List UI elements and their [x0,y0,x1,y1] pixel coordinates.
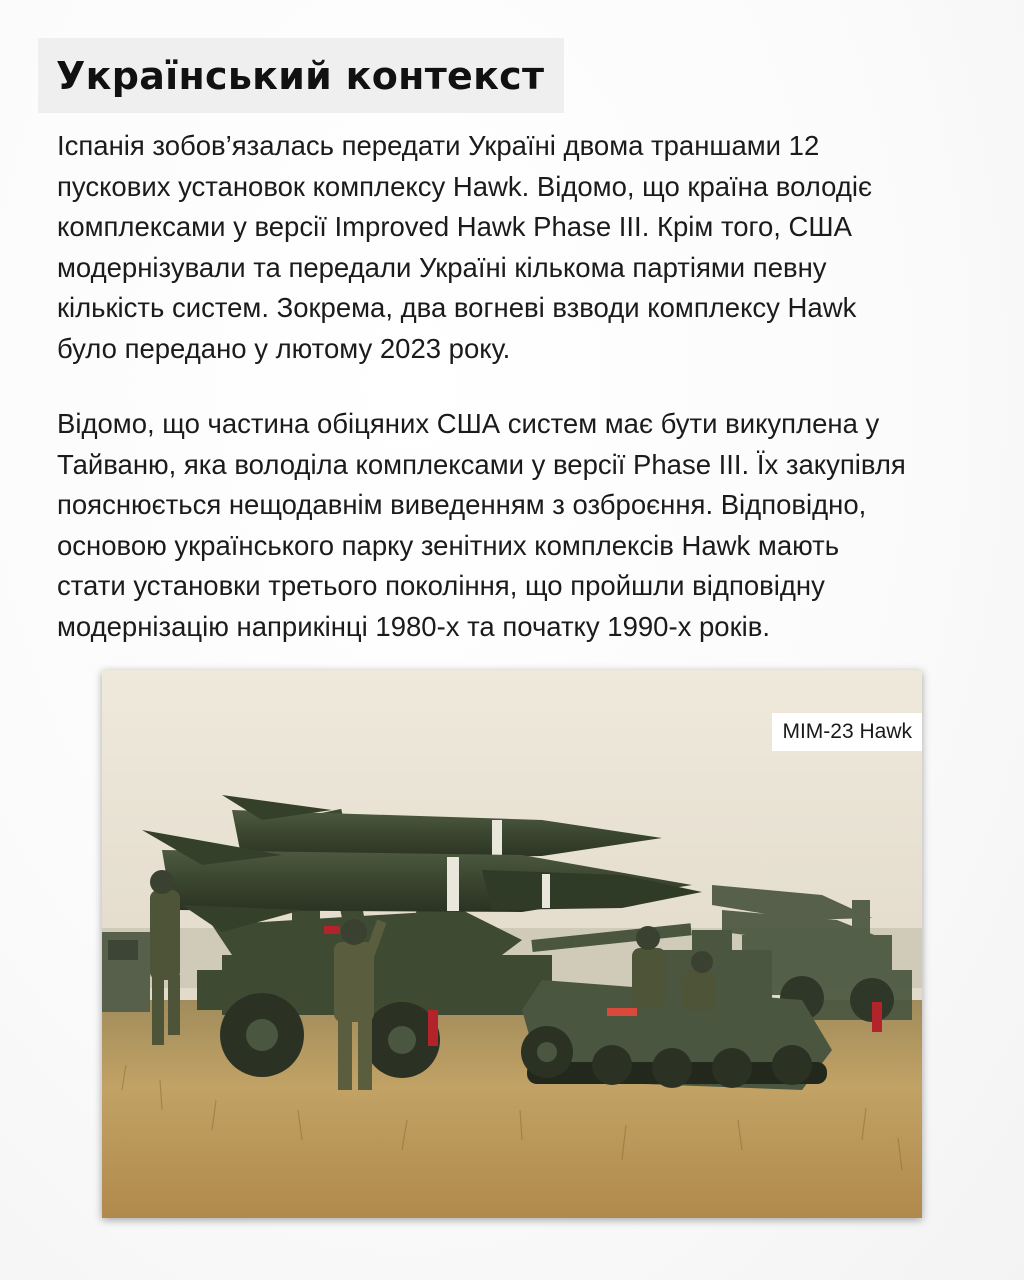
page-title: Український контекст [56,53,545,98]
paragraph-line: стати установки третього покоління, що пройшли відповідну [57,570,825,601]
paragraph-line: Іспанія зобов’язалась передати Україні двома траншами 12 [57,130,820,161]
paragraph-line: кількість систем. Зокрема, два вогневі взводи комплексу Hawk [57,292,857,323]
paragraph-line: модернізували та передали Україні кількома партіями певну [57,251,827,283]
hawk-launcher-photo [102,670,922,1218]
paragraph-line: пояснюється нещодавнім виведенням з озброєння. Відповідно, [57,489,867,520]
paragraph-1 [57,126,947,369]
paragraph-line: Тайваню, яка володіла комплексами у версії Phase III. Їх закупівля [57,448,906,480]
paragraph-line: комплексами у версії Improved Hawk Phase III. Крім того, США [57,211,852,242]
paragraph-line: Відомо, що частина обіцяних США систем має бути викуплена у [57,408,880,439]
photo-caption: MIM-23 Hawk [772,713,922,751]
paragraph-line: пускових установок комплексу Hawk. Відомо, що країна володіє [57,170,873,202]
title-box [38,38,564,113]
paragraph-line: основою українського парку зенітних комплексів Hawk мають [57,529,840,561]
paragraph-line: модернізацію наприкінці 1980-х та початку 1990-х років. [57,610,770,642]
photo-illustration [102,670,922,1218]
paragraph-line: було передано у лютому 2023 року. [57,332,511,364]
paragraph-2 [57,404,947,647]
